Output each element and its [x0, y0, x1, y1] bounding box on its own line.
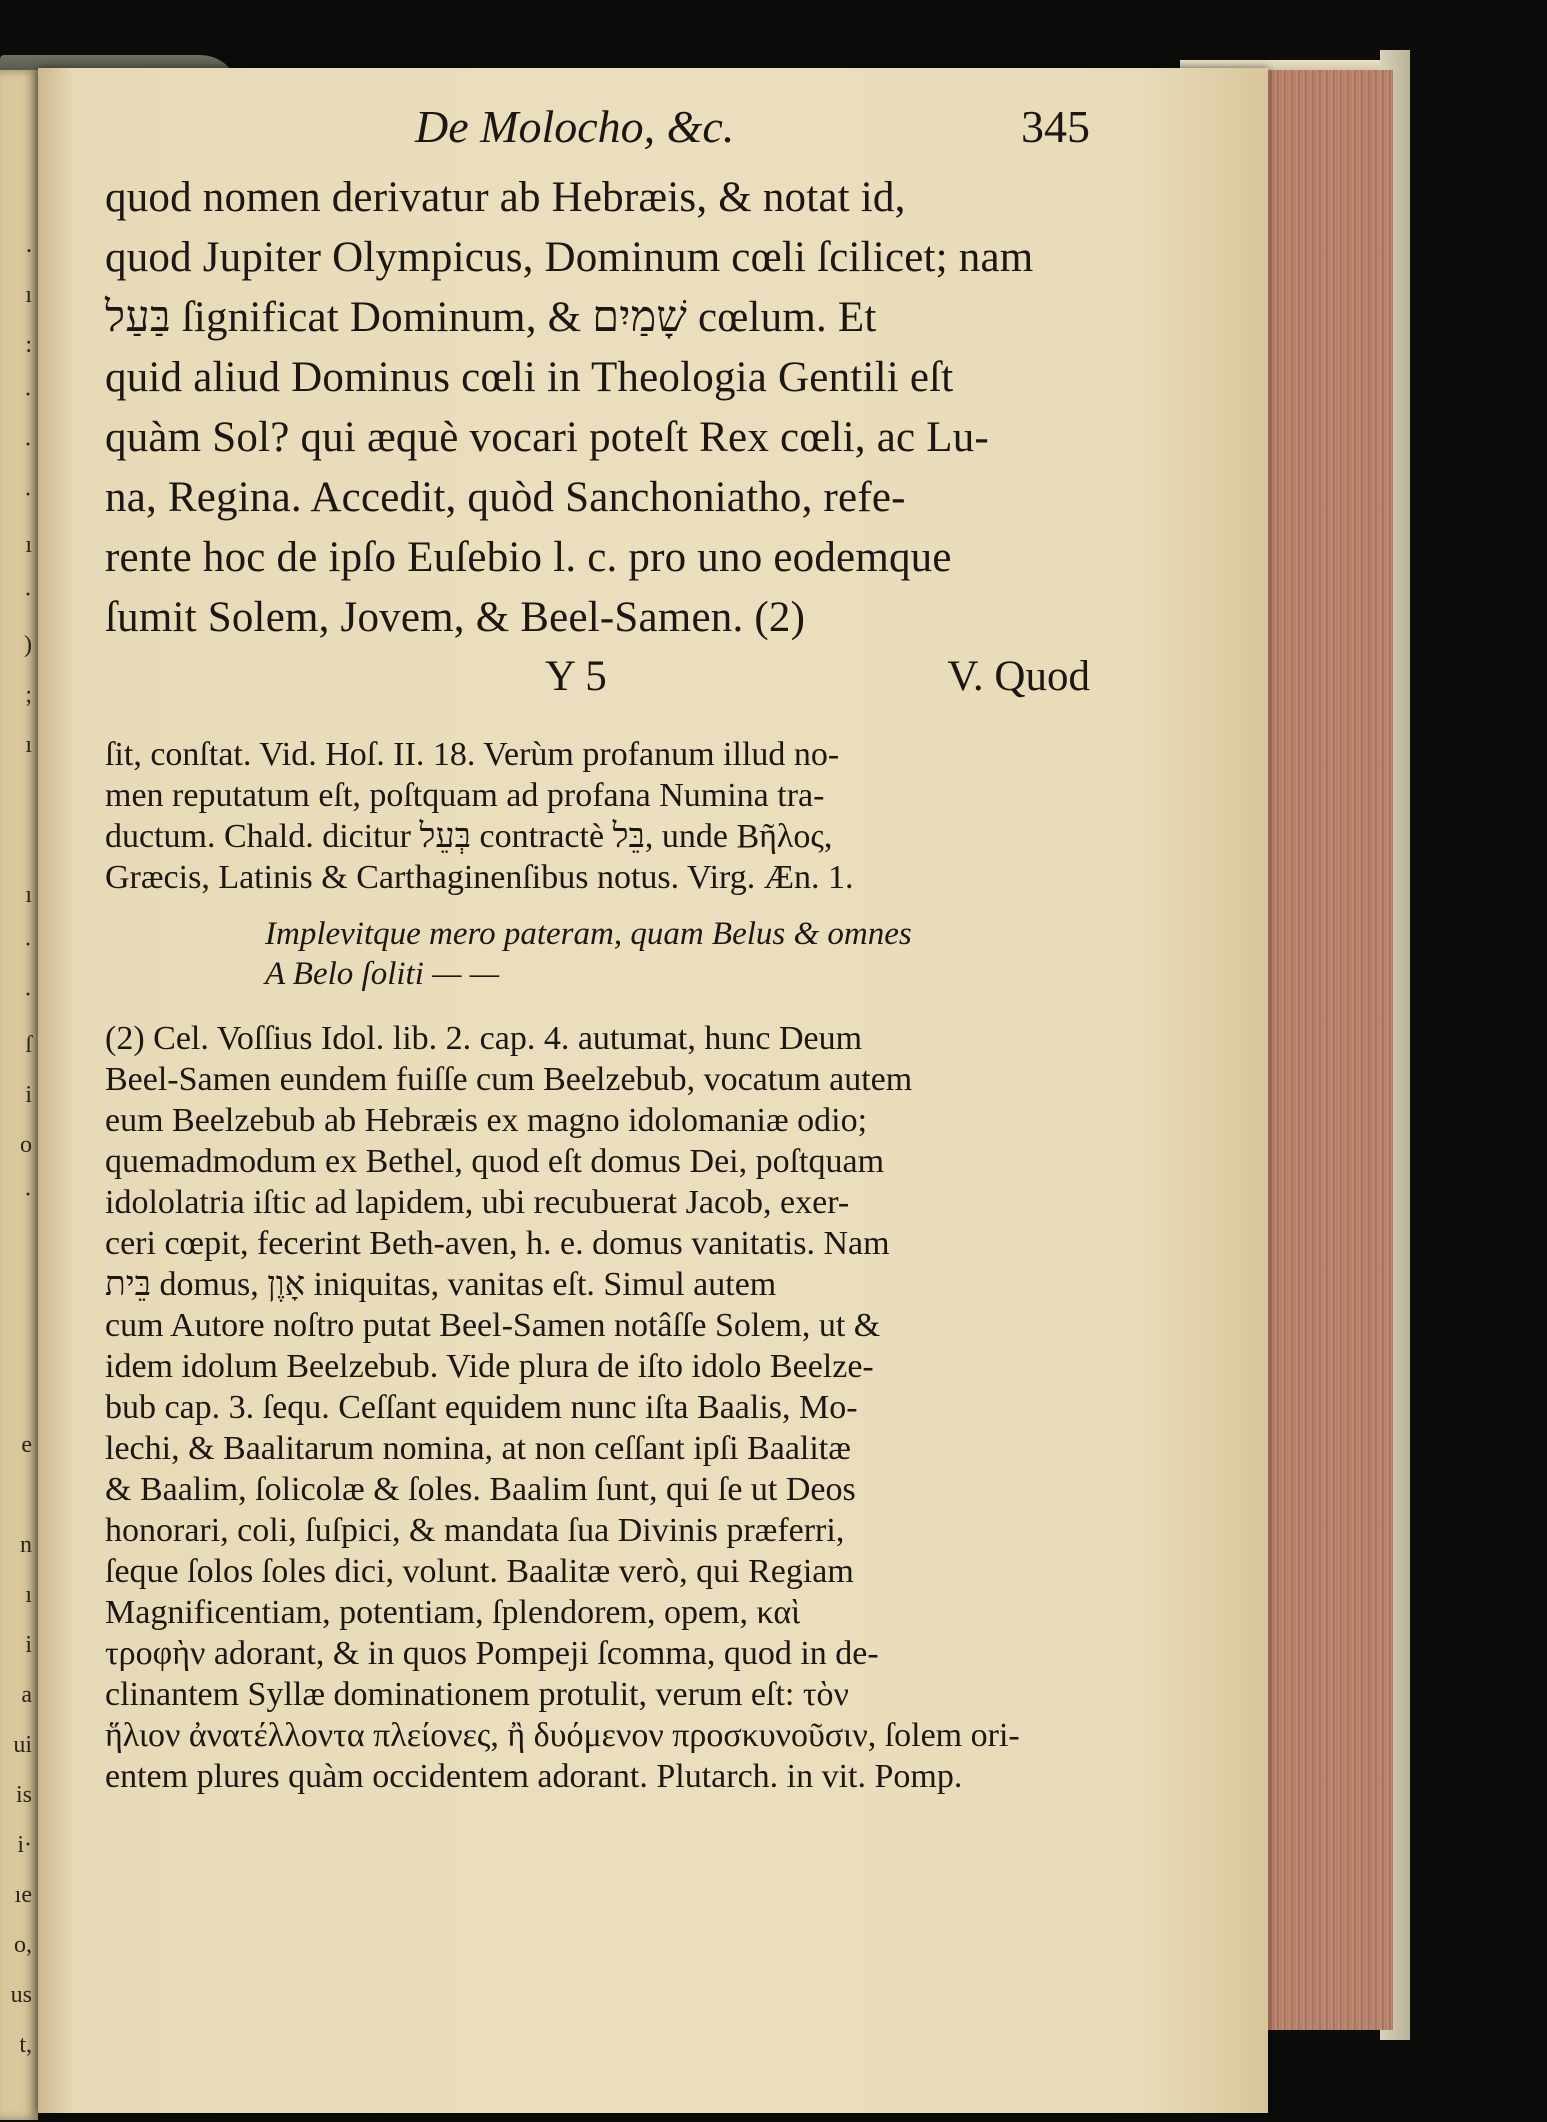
- margin-fragment: [0, 1470, 32, 1520]
- margin-fragment: ı: [25, 282, 32, 308]
- margin-fragment: t,: [19, 2032, 32, 2058]
- margin-fragment: ui: [13, 1732, 32, 1758]
- text-line: quàm Sol? qui æquè vocari poteſt Rex cœli, ac Lu-: [105, 414, 989, 461]
- margin-fragment: ·: [24, 382, 32, 408]
- footnote-line: ἥλιον ἀνατέλλοντα πλείονες, ἢ δυόμενον προσκυνοῦσιν, ſolem ori-: [105, 1717, 1020, 1754]
- margin-fragment: ı: [25, 882, 32, 908]
- footnote-line: בֵּית domus, אָוֶן iniquitas, vanitas eſt. Simul autem: [105, 1266, 777, 1303]
- footnote-line: entem plures quàm occidentem adorant. Plutarch. in vit. Pomp.: [105, 1758, 963, 1795]
- footnote-line: cum Autore noſtro putat Beel-Samen notâſſe Solem, ut &: [105, 1307, 881, 1344]
- margin-fragment: ı: [25, 532, 32, 558]
- page-text: [105, 100, 1090, 1797]
- margin-fragment: ;: [25, 682, 32, 708]
- signature-mark: Y 5: [545, 653, 607, 700]
- margin-fragment: is: [15, 1782, 32, 1808]
- footnote-line: idem idolum Beelzebub. Vide plura de iſto idolo Beelze-: [105, 1348, 874, 1385]
- footnote-line: (2) Cel. Voſſius Idol. lib. 2. cap. 4. autumat, hunc Deum: [105, 1020, 863, 1057]
- footnote-line: ſeque ſolos ſoles dici, volunt. Baalitæ verò, qui Regiam: [105, 1553, 854, 1590]
- margin-fragment: ı: [25, 732, 32, 758]
- margin-fragment: ·: [24, 482, 32, 508]
- margin-fragment: ·: [24, 432, 32, 458]
- margin-fragment: [0, 1270, 32, 1320]
- margin-fragment: ıe: [14, 1882, 32, 1908]
- footnote-line: Beel-Samen eundem fuiſſe cum Beelzebub, vocatum autem: [105, 1061, 913, 1098]
- margin-fragment: ): [24, 632, 32, 658]
- text-line: quod Jupiter Olympicus, Dominum cœli ſcilicet; nam: [105, 234, 1034, 281]
- margin-fragment: e: [21, 1432, 32, 1458]
- running-title: De Molocho, &c.: [415, 101, 735, 152]
- margin-fragment: ·: [24, 932, 32, 958]
- margin-fragment: a: [21, 1682, 32, 1708]
- footnote-line: eum Beelzebub ab Hebræis ex magno idolomaniæ odio;: [105, 1102, 868, 1139]
- margin-fragment: [0, 1220, 32, 1270]
- margin-fragment: i: [25, 1082, 32, 1108]
- text-line: בַּעַל ſignificat Dominum, & שָׁמַיִם cœlum. Et: [105, 294, 877, 341]
- margin-fragment: i·: [17, 1832, 32, 1858]
- margin-fragment: ı: [25, 1582, 32, 1608]
- text-line: quod nomen derivatur ab Hebræis, & notat id,: [105, 174, 906, 221]
- catchword: V. Quod: [947, 653, 1090, 700]
- footnote-line: & Baalim, ſolicolæ & ſoles. Baalim ſunt, qui ſe ut Deos: [105, 1471, 856, 1508]
- text-line: rente hoc de ipſo Euſebio l. c. pro uno eodemque: [105, 534, 952, 581]
- margin-fragment: ·: [24, 982, 32, 1008]
- footnote-line: ductum. Chald. dicitur בְּעֵל contractè בֵּל, unde Βῆλος,: [105, 818, 833, 855]
- margin-fragment: o,: [14, 1932, 32, 1958]
- margin-fragment: ·: [24, 582, 32, 608]
- footnote-line: Magnificentiam, potentiam, ſplendorem, opem, καὶ: [105, 1594, 801, 1631]
- footnote-line: bub cap. 3. ſequ. Ceſſant equidem nunc iſta Baalis, Mo-: [105, 1389, 858, 1426]
- footnote-line: ſit, conſtat. Vid. Hoſ. II. 18. Verùm profanum illud no-: [105, 736, 840, 773]
- footnote-continuation: [105, 734, 1090, 898]
- running-header: [105, 100, 1090, 168]
- margin-fragment: [0, 1370, 32, 1420]
- footnote-line: Græcis, Latinis & Carthaginenſibus notus. Virg. Æn. 1.: [105, 859, 854, 896]
- verse-line: A Belo ſoliti — —: [265, 956, 500, 992]
- footnote-line: clinantem Syllæ dominationem protulit, verum eſt: τὸν: [105, 1676, 849, 1713]
- footnote-line: men reputatum eſt, poſtquam ad profana Numina tra-: [105, 777, 825, 814]
- margin-fragment: i: [25, 1632, 32, 1658]
- footnote-line: quemadmodum ex Bethel, quod eſt domus Dei, poſtquam: [105, 1143, 885, 1180]
- margin-fragment: :: [25, 332, 32, 358]
- margin-fragment: ·: [24, 1182, 32, 1208]
- margin-fragment: [0, 1320, 32, 1370]
- margin-fragment: .: [26, 232, 32, 258]
- footnote-line: ceri cœpit, fecerint Beth-aven, h. e. domus vanitatis. Nam: [105, 1225, 890, 1262]
- margin-fragment: n: [20, 1532, 32, 1558]
- margin-fragment: o: [20, 1132, 32, 1158]
- previous-page-margin-letters: [0, 220, 32, 2070]
- footnote-line: idololatria iſtic ad lapidem, ubi recubuerat Jacob, exer-: [105, 1184, 850, 1221]
- margin-fragment: [0, 770, 32, 820]
- margin-fragment: ſ: [25, 1032, 32, 1058]
- verse-quote: [105, 914, 1090, 994]
- signature-line: [105, 648, 1090, 706]
- footnote-line: τροφὴν adorant, & in quos Pompeji ſcomma, quod in de-: [105, 1635, 879, 1672]
- main-text-block: [105, 168, 1090, 706]
- footnote-2: [105, 1018, 1090, 1797]
- text-line: ſumit Solem, Jovem, & Beel-Samen. (2): [105, 594, 806, 641]
- previous-page-edge: [0, 70, 38, 2120]
- verse-line: Implevitque mero pateram, quam Belus & omnes: [265, 916, 912, 952]
- text-line: quid aliud Dominus cœli in Theologia Gentili eſt: [105, 354, 954, 401]
- footnote-line: honorari, coli, ſuſpici, & mandata ſua Divinis præferri,: [105, 1512, 845, 1549]
- margin-fragment: [0, 820, 32, 870]
- page-number: 345: [1021, 101, 1090, 152]
- text-line: na, Regina. Accedit, quòd Sanchoniatho, refe-: [105, 474, 906, 521]
- margin-fragment: us: [10, 1982, 32, 2008]
- footnote-line: lechi, & Baalitarum nomina, at non ceſſant ipſi Baalitæ: [105, 1430, 851, 1467]
